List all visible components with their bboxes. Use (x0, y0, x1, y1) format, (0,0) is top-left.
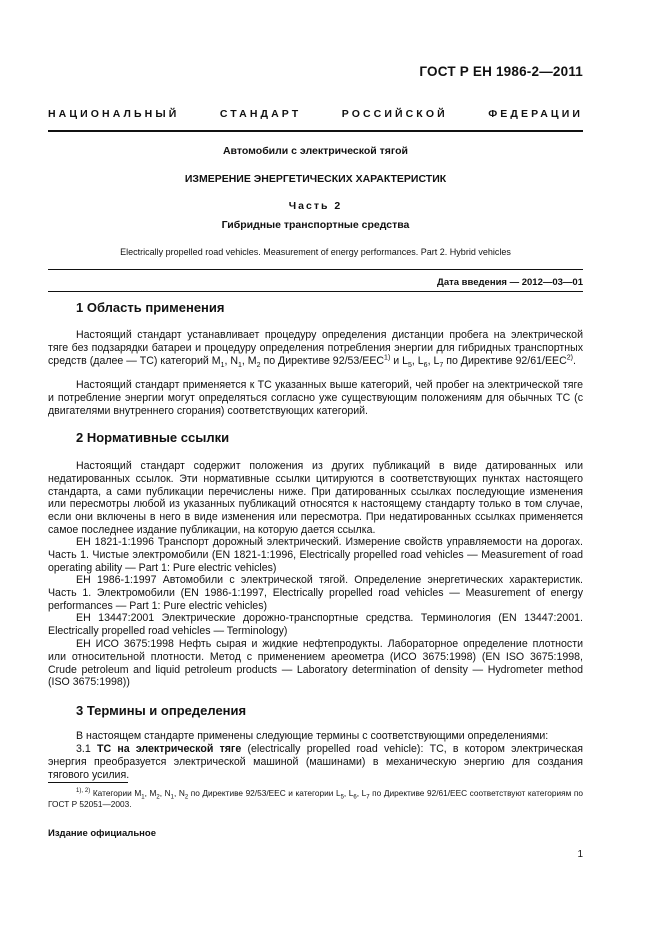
reference-en-iso-3675: ЕН ИСО 3675:1998 Нефть сырая и жидкие нефтепродукты. Лабораторное определение плотности или относительной плотности. Метод с применением ареометра (ИСО 3675:1998) (EN ISO 3675:1998, Crude petroleum and liquid petroleum products — Laboratory determination of density — Hydrometer method (ISO 3675:1998)) (48, 638, 583, 689)
reference-en-1821-1: ЕН 1821-1:1996 Транспорт дорожный электрический. Измерение свойств управляемости на дорогах. Часть 1. Чистые электромобили (EN 1821-1:1996, Electrically propelled road vehicles — Measurement of road operating ability — Part 1: Pure electric vehicles) (48, 536, 583, 574)
section-3-intro: В настоящем стандарте применены следующие термины с соответствующими определениями: (76, 730, 549, 742)
official-edition-label: Издание официальное (48, 828, 156, 839)
section-2-paragraph-1: Настоящий стандарт содержит положения из других публикаций в виде датированных или недатированных ссылок. Эти нормативные ссылки цитируются в соответствующих пунктах настоящего стандарта, а сами публикации перечислены ниже. При датированных ссылках последующие изменения или пересмотры любой из указанных публикаций относятся к настоящему стандарту только в том случае, если они включены в него в виде изменения или пересмотра. При недатированных ссылках применяется самое последнее издание публикации, на которую дается ссылка. (48, 460, 583, 536)
footnote: $^{1), 2)}$ Категории $M_1$, $M_2$, $N_1$, $N_2$ по Директиве 92/53/EEC и категории $L_5$, $L_6$, $L_7$ по Директиве 92/61/EEC соответствуют категориям по ГОСТ Р 52051—2003. (48, 788, 583, 809)
date-rule-top (48, 269, 583, 270)
national-standard-banner: НАЦИОНАЛЬНЫЙ СТАНДАРТ РОССИЙСКОЙ ФЕДЕРАЦИИ (48, 108, 583, 120)
date-rule-bottom (48, 291, 583, 292)
part-label: Часть 2 (288, 200, 343, 212)
date-introduction: Дата введения — 2012—03—01 (437, 277, 583, 288)
title-line-2: ИЗМЕРЕНИЕ ЭНЕРГЕТИЧЕСКИХ ХАРАКТЕРИСТИК (184, 173, 447, 185)
footnote-rule (48, 782, 128, 783)
section-3-heading: 3 Термины и определения (76, 703, 247, 718)
section-1-paragraph-1: Настоящий стандарт устанавливает процедуру определения дистанции пробега на электрической тяге без подзарядки батареи и процедуру определения потребления энергии для гибридных транспортных средств (далее — ТС) категорий $M_1$, $N_1$, $M_2$ по Директиве 92/53/EEC$^{1)}$ и $L_5$, $L_6$, $L_7$ по Директиве 92/61/EEC$^{2)}$. (48, 329, 583, 369)
reference-en-13447: ЕН 13447:2001 Электрические дорожно-транспортные средства. Терминология (EN 13447:2001. Electrically propelled road vehicles — Terminology) (48, 612, 583, 637)
header-rule (48, 130, 583, 132)
term-3-1: 3.1 ТС на электрической тяге (electrically propelled road vehicle): ТС, в котором электрическая энергия преобразуется электрической машиной (машинами) в механическую энергию для создания тягового усилия. (48, 743, 583, 781)
section-1-heading: 1 Область применения (76, 300, 225, 315)
section-1-paragraph-2: Настоящий стандарт применяется к ТС указанных выше категорий, чей пробег на электрической тяге и потребление энергии могут определяться согласно уже существующим положениям для обычных ТС (с двигателями внутреннего сгорания) соответствующих категорий. (48, 379, 583, 417)
english-title: Electrically propelled road vehicles. Measurement of energy performances. Part 2. Hybrid vehicles (120, 247, 511, 257)
page-number: 1 (577, 849, 583, 860)
section-2-heading: 2 Нормативные ссылки (76, 430, 230, 445)
reference-en-1986-1: ЕН 1986-1:1997 Автомобили с электрической тягой. Определение энергетических характеристик. Часть 1. Электромобили (EN 1986-1:1997, Electrically propelled road vehicles — Measurement of energy performances — Part 1: Pure electric vehicles) (48, 574, 583, 612)
part-title: Гибридные транспортные средства (221, 219, 410, 231)
title-line-1: Автомобили с электрической тягой (222, 145, 409, 157)
term-3-1-name: ТС на электрической тяге (96, 743, 242, 755)
gost-code: ГОСТ Р ЕН 1986-2—2011 (419, 64, 583, 79)
